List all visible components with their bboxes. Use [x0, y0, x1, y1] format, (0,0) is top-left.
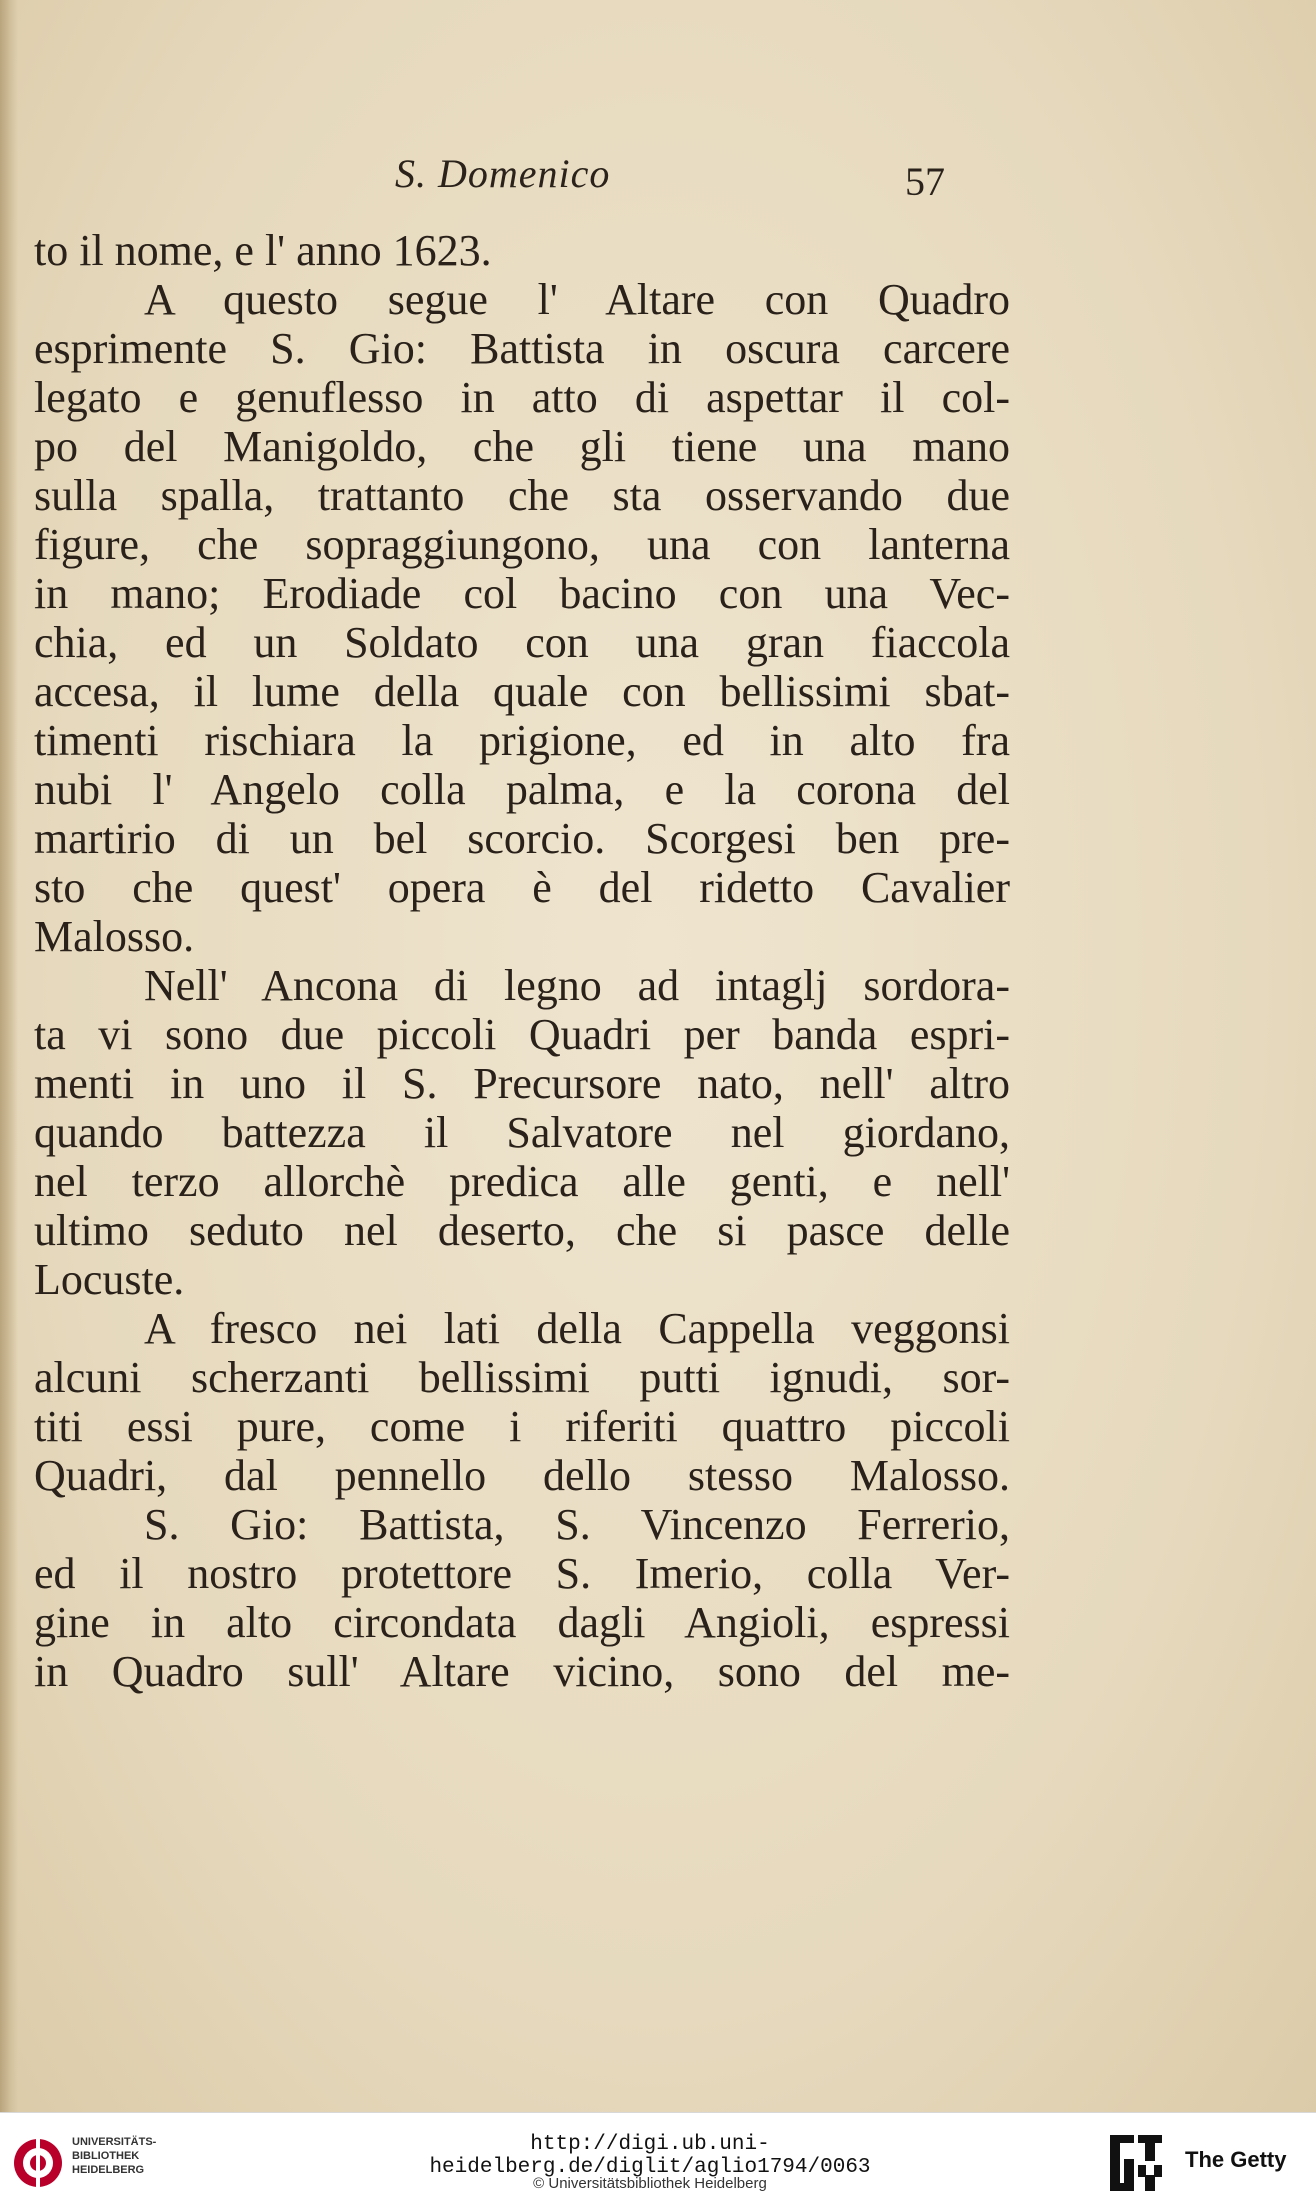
text-line: legato e genuflesso in atto di aspettar il col-	[34, 373, 1010, 422]
library-name-line: HEIDELBERG	[72, 2164, 145, 2176]
permalink-url[interactable]: http://digi.ub.uni-heidelberg.de/diglit/aglio1794/0063	[429, 2133, 871, 2179]
text-line: accesa, il lume della quale con bellissimi sbat-	[34, 667, 1010, 716]
text-line: sulla spalla, trattanto che sta osservando due	[34, 471, 1010, 520]
running-title: S. Domenico	[395, 151, 611, 196]
text-line: sto che quest' opera è del ridetto Cavalier	[34, 863, 1010, 912]
page-gutter-shadow	[0, 0, 18, 2112]
text-line: S. Gio: Battista, S. Vincenzo Ferrerio,	[144, 1500, 1010, 1549]
text-line: titi essi pure, come i riferiti quattro piccoli	[34, 1402, 1010, 1451]
text-line: nubi l' Angelo colla palma, e la corona del	[34, 765, 1010, 814]
text-line: po del Manigoldo, che gli tiene una mano	[34, 422, 1010, 471]
text-line: in mano; Erodiade col bacino con una Vec-	[34, 569, 1010, 618]
getty-logo-icon	[1108, 2133, 1164, 2193]
page-number: 57	[905, 159, 945, 204]
text-line: chia, ed un Soldato con una gran fiaccola	[34, 618, 1010, 667]
page-header	[0, 150, 1316, 204]
text-line: ta vi sono due piccoli Quadri per banda espri-	[34, 1010, 1010, 1059]
text-line: figure, che sopraggiungono, una con lanterna	[34, 520, 1010, 569]
text-line: in Quadro sull' Altare vicino, sono del me-	[34, 1647, 1010, 1696]
text-line: ultimo seduto nel deserto, che si pasce delle	[34, 1206, 1010, 1255]
text-line: martirio di un bel scorcio. Scorgesi ben pre-	[34, 814, 1010, 863]
library-name	[72, 2135, 156, 2177]
library-name-line: BIBLIOTHEK	[72, 2150, 140, 2162]
text-line: ed il nostro protettore S. Imerio, colla Ver-	[34, 1549, 1010, 1598]
getty-name: The Getty	[1185, 2147, 1287, 2172]
text-line: nel terzo allorchè predica alle genti, e nell'	[34, 1157, 1010, 1206]
text-line: esprimente S. Gio: Battista in oscura carcere	[34, 324, 1010, 373]
text-line: alcuni scherzanti bellissimi putti ignudi, sor-	[34, 1353, 1010, 1402]
copyright-notice: © Universitätsbibliothek Heidelberg	[533, 2175, 767, 2192]
text-line: Nell' Ancona di legno ad intaglj sordora-	[144, 961, 1010, 1010]
text-line: Malosso.	[34, 912, 195, 961]
text-line: timenti rischiara la prigione, ed in alto fra	[34, 716, 1010, 765]
viewer-footer	[0, 2112, 1316, 2211]
body-text	[34, 226, 1010, 1696]
text-line: A fresco nei lati della Cappella veggonsi	[144, 1304, 1010, 1353]
library-name-line: UNIVERSITÄTS-	[72, 2136, 157, 2148]
text-line: Quadri, dal pennello dello stesso Malosso.	[34, 1451, 1010, 1500]
text-line: Locuste.	[34, 1255, 185, 1304]
text-line: menti in uno il S. Precursore nato, nell' altro	[34, 1059, 1010, 1108]
text-line: A questo segue l' Altare con Quadro	[144, 275, 1010, 324]
text-line: gine in alto circondata dagli Angioli, espressi	[34, 1598, 1010, 1647]
text-line: quando battezza il Salvatore nel giordano,	[34, 1108, 1010, 1157]
university-library-logo-icon	[12, 2137, 64, 2189]
text-line: to il nome, e l' anno 1623.	[34, 226, 492, 275]
